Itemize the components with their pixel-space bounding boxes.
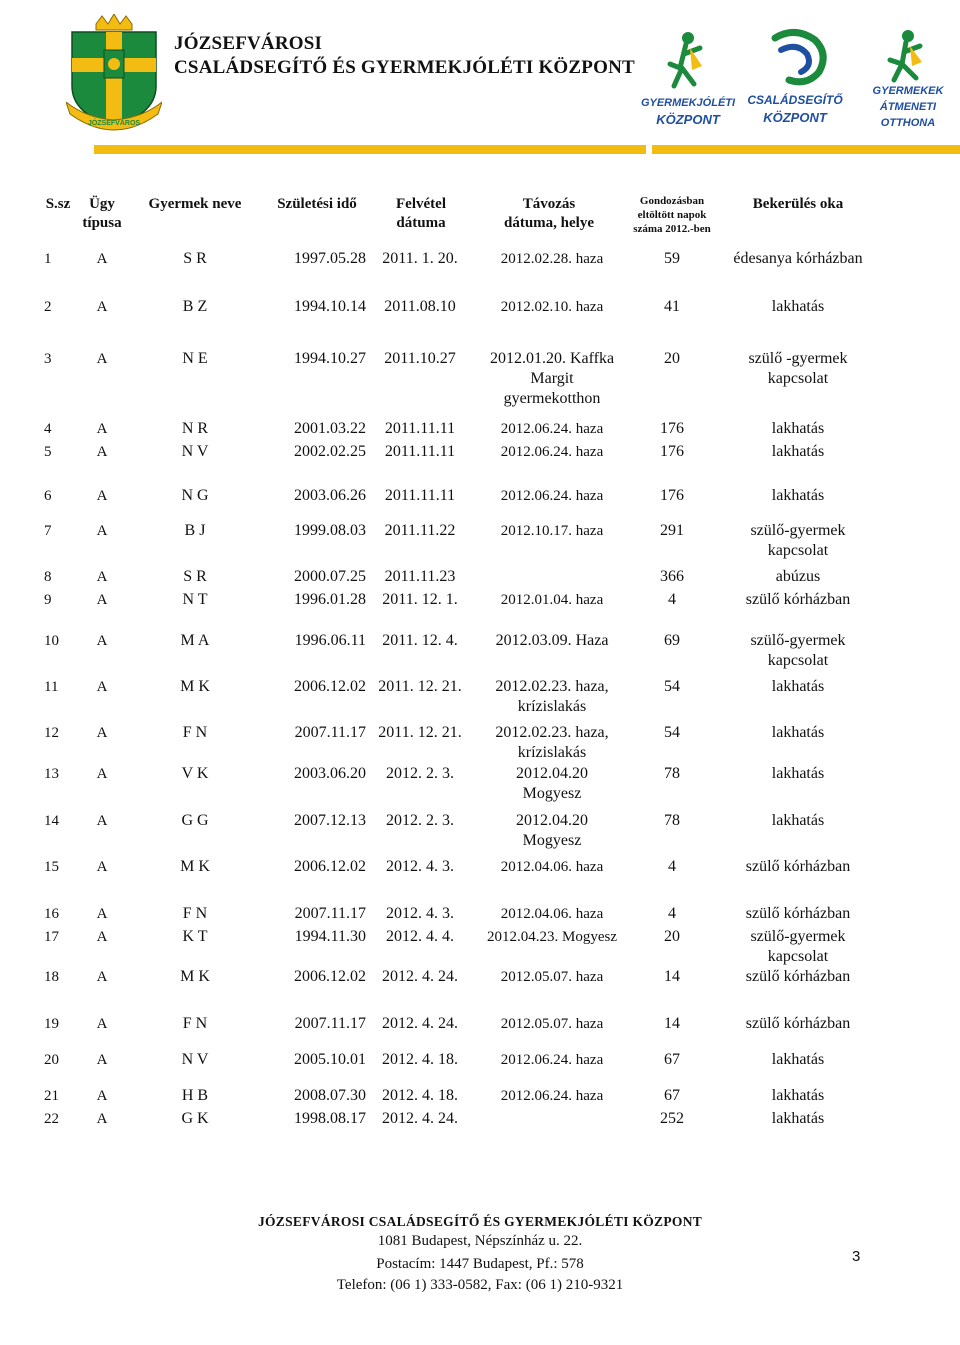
- cell-nev-row-22: G K: [181, 1110, 209, 1127]
- cell-ssz-row-14: 14: [44, 813, 59, 829]
- cell-felv-row-6: 2011.11.11: [384, 487, 456, 504]
- logo-gyat-text3: OTTHONA: [880, 117, 936, 129]
- header-gyermek-neve: Gyermek neve: [148, 196, 242, 212]
- cell-ok-row-8: abúzus: [775, 568, 821, 585]
- cell-felv-row-8: 2011.11.23: [384, 568, 456, 585]
- cell-szul-row-17: 1994.11.30: [294, 928, 366, 945]
- org-name-line1: JÓZSEFVÁROSI: [174, 33, 323, 54]
- cell-felv-row-5: 2011.11.11: [384, 443, 456, 460]
- logo-gyat-text2: ÁTMENETI: [879, 101, 937, 113]
- cell-ssz-row-12: 12: [44, 725, 59, 741]
- cell-tav-row-3: 2012.01.20. Kaffka Margit gyermekotthon: [489, 350, 615, 407]
- cell-napok-row-7: 291: [660, 522, 684, 539]
- cell-ugy-row-5: A: [96, 444, 108, 460]
- cell-nev-row-5: N V: [181, 443, 209, 460]
- cell-nev-row-13: V K: [181, 765, 209, 782]
- logo-gyj-text2: KÖZPONT: [656, 112, 720, 127]
- cell-ugy-row-6: A: [96, 488, 108, 504]
- cell-ok-row-14: lakhatás: [771, 812, 825, 829]
- cell-ugy-row-1: A: [96, 251, 108, 267]
- cell-ssz-row-21: 21: [44, 1088, 59, 1104]
- cell-tav-row-15: 2012.04.06. haza: [500, 859, 604, 875]
- cell-ok-row-11: lakhatás: [771, 678, 825, 695]
- cell-tav-row-13: 2012.04.20 Mogyesz: [516, 765, 588, 802]
- gyermekjoleti-figure-icon: [640, 28, 736, 132]
- cell-felv-row-11: 2011. 12. 21.: [378, 678, 462, 695]
- cell-ssz-row-8: 8: [44, 569, 52, 585]
- cell-ugy-row-4: A: [96, 421, 108, 437]
- cell-felv-row-4: 2011.11.11: [384, 420, 456, 437]
- cell-ugy-row-7: A: [96, 523, 108, 539]
- logo-gyj-text: GYERMEKJÓLÉTI: [640, 97, 736, 109]
- cell-ok-row-6: lakhatás: [771, 487, 825, 504]
- cell-napok-row-3: 20: [664, 350, 680, 367]
- cell-ssz-row-11: 11: [44, 679, 59, 695]
- cell-felv-row-13: 2012. 2. 3.: [386, 765, 454, 782]
- cell-nev-row-16: F N: [182, 905, 208, 922]
- cell-napok-row-10: 69: [664, 632, 680, 649]
- cell-napok-row-5: 176: [660, 443, 684, 460]
- cell-ok-row-5: lakhatás: [771, 443, 825, 460]
- cell-ssz-row-5: 5: [44, 444, 52, 460]
- cell-napok-row-20: 67: [664, 1051, 680, 1068]
- cell-ssz-row-19: 19: [44, 1016, 59, 1032]
- cell-szul-row-6: 2003.06.26: [294, 487, 366, 504]
- header-ssz: S.sz: [45, 196, 71, 212]
- cell-nev-row-12: F N: [182, 724, 208, 741]
- cell-felv-row-9: 2011. 12. 1.: [382, 591, 458, 608]
- cell-ok-row-15: szülő kórházban: [745, 858, 851, 875]
- cell-felv-row-15: 2012. 4. 3.: [386, 858, 454, 875]
- gyat-figure-icon: [858, 28, 958, 132]
- cell-nev-row-7: B J: [184, 522, 206, 539]
- crest-text: JÓZSEFVÁROS: [87, 120, 141, 127]
- cell-napok-row-8: 366: [660, 568, 684, 585]
- cell-felv-row-22: 2012. 4. 24.: [382, 1110, 458, 1127]
- cell-napok-row-19: 14: [664, 1015, 680, 1032]
- cell-nev-row-14: G G: [181, 812, 209, 829]
- cell-ok-row-17: szülő-gyermek kapcsolat: [750, 928, 846, 965]
- org-name-line2: CSALÁDSEGÍTŐ ÉS GYERMEKJÓLÉTI KÖZPONT: [174, 57, 635, 78]
- header-divider-left: [94, 145, 646, 154]
- cell-tav-row-9: 2012.01.04. haza: [500, 592, 604, 608]
- cell-nev-row-11: M K: [180, 678, 210, 695]
- cell-nev-row-21: H B: [181, 1087, 209, 1104]
- cell-ssz-row-1: 1: [44, 251, 52, 267]
- cell-szul-row-9: 1996.01.28: [294, 591, 366, 608]
- cell-ssz-row-6: 6: [44, 488, 52, 504]
- header-szuletesi-ido: Születési idő: [277, 196, 357, 212]
- cell-nev-row-17: K T: [182, 928, 208, 945]
- header-gondozasban-napok: Gondozásban eltöltött napok száma 2012.-ben: [633, 195, 711, 235]
- footer-address: 1081 Budapest, Népszínház u. 22.: [377, 1233, 583, 1249]
- cell-napok-row-1: 59: [664, 250, 680, 267]
- cell-ugy-row-21: A: [96, 1088, 108, 1104]
- cell-napok-row-22: 252: [660, 1110, 684, 1127]
- cell-ssz-row-13: 13: [44, 766, 59, 782]
- cell-szul-row-11: 2006.12.02: [294, 678, 366, 695]
- cell-szul-row-18: 2006.12.02: [294, 968, 366, 985]
- header-divider-right: [652, 145, 960, 154]
- cell-szul-row-19: 2007.11.17: [294, 1015, 366, 1032]
- cell-tav-row-11: 2012.02.23. haza, krízislakás: [495, 678, 609, 715]
- cell-napok-row-18: 14: [664, 968, 680, 985]
- footer-org-name: JÓZSEFVÁROSI CSALÁDSEGÍTŐ ÉS GYERMEKJÓLÉTI KÖZPONT: [257, 1214, 703, 1229]
- cell-szul-row-8: 2000.07.25: [294, 568, 366, 585]
- cell-szul-row-20: 2005.10.01: [294, 1051, 366, 1068]
- cell-tav-row-21: 2012.06.24. haza: [500, 1088, 604, 1104]
- cell-tav-row-7: 2012.10.17. haza: [500, 523, 604, 539]
- cell-ok-row-7: szülő-gyermek kapcsolat: [750, 522, 846, 559]
- cell-szul-row-1: 1997.05.28: [294, 250, 366, 267]
- cell-felv-row-2: 2011.08.10: [384, 298, 456, 315]
- cell-nev-row-15: M K: [180, 858, 210, 875]
- cell-ssz-row-22: 22: [44, 1111, 59, 1127]
- cell-ok-row-10: szülő-gyermek kapcsolat: [750, 632, 846, 669]
- cell-szul-row-2: 1994.10.14: [294, 298, 366, 315]
- cell-nev-row-2: B Z: [182, 298, 208, 315]
- cell-tav-row-19: 2012.05.07. haza: [500, 1016, 604, 1032]
- cell-ssz-row-4: 4: [44, 421, 52, 437]
- cell-ok-row-4: lakhatás: [771, 420, 825, 437]
- cell-nev-row-10: M A: [180, 632, 210, 649]
- cell-szul-row-4: 2001.03.22: [294, 420, 366, 437]
- cell-felv-row-20: 2012. 4. 18.: [382, 1051, 458, 1068]
- cell-felv-row-7: 2011.11.22: [384, 522, 456, 539]
- cell-felv-row-10: 2011. 12. 4.: [382, 632, 458, 649]
- csaladsegito-kozpont-logo: [745, 28, 841, 132]
- cell-ugy-row-22: A: [96, 1111, 108, 1127]
- cell-nev-row-20: N V: [181, 1051, 209, 1068]
- cell-ssz-row-3: 3: [44, 351, 52, 367]
- cell-szul-row-12: 2007.11.17: [294, 724, 366, 741]
- cell-ugy-row-18: A: [96, 969, 108, 985]
- cell-ok-row-22: lakhatás: [771, 1110, 825, 1127]
- cell-ugy-row-17: A: [96, 929, 108, 945]
- logo-gyat-text: GYERMEKEK: [872, 85, 944, 97]
- cell-ugy-row-11: A: [96, 679, 108, 695]
- cell-ssz-row-15: 15: [44, 859, 59, 875]
- cell-ugy-row-12: A: [96, 725, 108, 741]
- cell-tav-row-4: 2012.06.24. haza: [500, 421, 604, 437]
- cell-ok-row-18: szülő kórházban: [745, 968, 851, 985]
- cell-tav-row-6: 2012.06.24. haza: [500, 488, 604, 504]
- cell-napok-row-9: 4: [668, 591, 676, 608]
- cell-felv-row-18: 2012. 4. 24.: [382, 968, 458, 985]
- cell-felv-row-1: 2011. 1. 20.: [382, 250, 458, 267]
- footer-postal: Postacím: 1447 Budapest, Pf.: 578: [376, 1256, 584, 1272]
- cell-ssz-row-16: 16: [44, 906, 59, 922]
- cell-ssz-row-20: 20: [44, 1052, 59, 1068]
- cell-tav-row-18: 2012.05.07. haza: [500, 969, 604, 985]
- footer-phone: Telefon: (06 1) 333-0582, Fax: (06 1) 210-9321: [336, 1277, 624, 1293]
- cell-tav-row-5: 2012.06.24. haza: [500, 444, 604, 460]
- header-ugy-tipusa: Ügy típusa: [82, 196, 122, 231]
- cell-nev-row-4: N R: [181, 420, 209, 437]
- cell-nev-row-8: S R: [183, 568, 207, 585]
- jozsefvaros-crest: [66, 14, 162, 132]
- cell-tav-row-14: 2012.04.20 Mogyesz: [516, 812, 588, 849]
- cell-ssz-row-17: 17: [44, 929, 59, 945]
- cell-ok-row-19: szülő kórházban: [745, 1015, 851, 1032]
- cell-tav-row-16: 2012.04.06. haza: [500, 906, 604, 922]
- cell-ok-row-16: szülő kórházban: [745, 905, 851, 922]
- cell-tav-row-12: 2012.02.23. haza, krízislakás: [495, 724, 609, 761]
- page-number: 3: [852, 1248, 861, 1265]
- cell-felv-row-12: 2011. 12. 21.: [378, 724, 462, 741]
- cell-tav-row-17: 2012.04.23. Mogyesz: [487, 929, 617, 945]
- cell-ok-row-21: lakhatás: [771, 1087, 825, 1104]
- cell-napok-row-11: 54: [664, 678, 680, 695]
- cell-napok-row-6: 176: [660, 487, 684, 504]
- cell-ssz-row-2: 2: [44, 299, 52, 315]
- cell-szul-row-14: 2007.12.13: [294, 812, 366, 829]
- cell-szul-row-10: 1996.06.11: [294, 632, 366, 649]
- cell-felv-row-16: 2012. 4. 3.: [386, 905, 454, 922]
- cell-ugy-row-10: A: [96, 633, 108, 649]
- cell-napok-row-17: 20: [664, 928, 680, 945]
- cell-szul-row-22: 1998.08.17: [294, 1110, 366, 1127]
- cell-ssz-row-7: 7: [44, 523, 52, 539]
- cell-szul-row-7: 1999.08.03: [294, 522, 366, 539]
- cell-szul-row-3: 1994.10.27: [294, 350, 366, 367]
- cell-ugy-row-20: A: [96, 1052, 108, 1068]
- cell-napok-row-13: 78: [664, 765, 680, 782]
- cell-ssz-row-18: 18: [44, 969, 59, 985]
- cell-nev-row-3: N E: [182, 350, 208, 367]
- cell-nev-row-19: F N: [182, 1015, 208, 1032]
- cell-felv-row-19: 2012. 4. 24.: [382, 1015, 458, 1032]
- cell-felv-row-3: 2011.10.27: [384, 350, 456, 367]
- cell-felv-row-17: 2012. 4. 4.: [386, 928, 454, 945]
- cell-ugy-row-2: A: [96, 299, 108, 315]
- cell-nev-row-18: M K: [180, 968, 210, 985]
- crest-icon: [66, 14, 162, 132]
- cell-napok-row-4: 176: [660, 420, 684, 437]
- cell-szul-row-13: 2003.06.20: [294, 765, 366, 782]
- cell-ok-row-3: szülő -gyermek kapcsolat: [748, 350, 848, 387]
- cell-tav-row-20: 2012.06.24. haza: [500, 1052, 604, 1068]
- logo-csk-text: CSALÁDSEGÍTŐ: [747, 93, 843, 107]
- cell-tav-row-1: 2012.02.28. haza: [500, 251, 604, 267]
- logo-csk-text2: KÖZPONT: [763, 110, 827, 125]
- cell-ugy-row-19: A: [96, 1016, 108, 1032]
- cell-nev-row-6: N G: [181, 487, 209, 504]
- cell-ugy-row-8: A: [96, 569, 108, 585]
- cell-napok-row-14: 78: [664, 812, 680, 829]
- cell-ok-row-2: lakhatás: [771, 298, 825, 315]
- cell-napok-row-21: 67: [664, 1087, 680, 1104]
- cell-szul-row-21: 2008.07.30: [294, 1087, 366, 1104]
- cell-tav-row-2: 2012.02.10. haza: [500, 299, 604, 315]
- cell-felv-row-21: 2012. 4. 18.: [382, 1087, 458, 1104]
- cell-szul-row-16: 2007.11.17: [294, 905, 366, 922]
- cell-napok-row-15: 4: [668, 858, 676, 875]
- header-felvetel-datuma: Felvétel dátuma: [396, 196, 446, 231]
- cell-napok-row-16: 4: [668, 905, 676, 922]
- cell-ok-row-12: lakhatás: [771, 724, 825, 741]
- header-bekerules-oka: Bekerülés oka: [752, 196, 844, 212]
- cell-ugy-row-3: A: [96, 351, 108, 367]
- gyermekjoleti-kozpont-logo: [640, 28, 736, 132]
- cell-felv-row-14: 2012. 2. 3.: [386, 812, 454, 829]
- header-tavozas: Távozás dátuma, helye: [504, 196, 594, 231]
- cell-napok-row-12: 54: [664, 724, 680, 741]
- cell-ugy-row-15: A: [96, 859, 108, 875]
- csaladsegito-swirl-icon: [745, 28, 845, 132]
- cell-nev-row-1: S R: [183, 250, 207, 267]
- gyermekek-atmeneti-otthona-logo: [858, 28, 954, 132]
- cell-nev-row-9: N T: [182, 591, 208, 608]
- cell-ugy-row-14: A: [96, 813, 108, 829]
- cell-szul-row-5: 2002.02.25: [294, 443, 366, 460]
- cell-tav-row-10: 2012.03.09. Haza: [495, 632, 609, 649]
- cell-ok-row-20: lakhatás: [771, 1051, 825, 1068]
- cell-napok-row-2: 41: [664, 298, 680, 315]
- cell-ssz-row-10: 10: [44, 633, 59, 649]
- cell-ok-row-1: édesanya kórházban: [733, 250, 863, 267]
- cell-ok-row-13: lakhatás: [771, 765, 825, 782]
- cell-ugy-row-9: A: [96, 592, 108, 608]
- cell-ugy-row-13: A: [96, 766, 108, 782]
- cell-ssz-row-9: 9: [44, 592, 52, 608]
- cell-ok-row-9: szülő kórházban: [745, 591, 851, 608]
- cell-szul-row-15: 2006.12.02: [294, 858, 366, 875]
- cell-ugy-row-16: A: [96, 906, 108, 922]
